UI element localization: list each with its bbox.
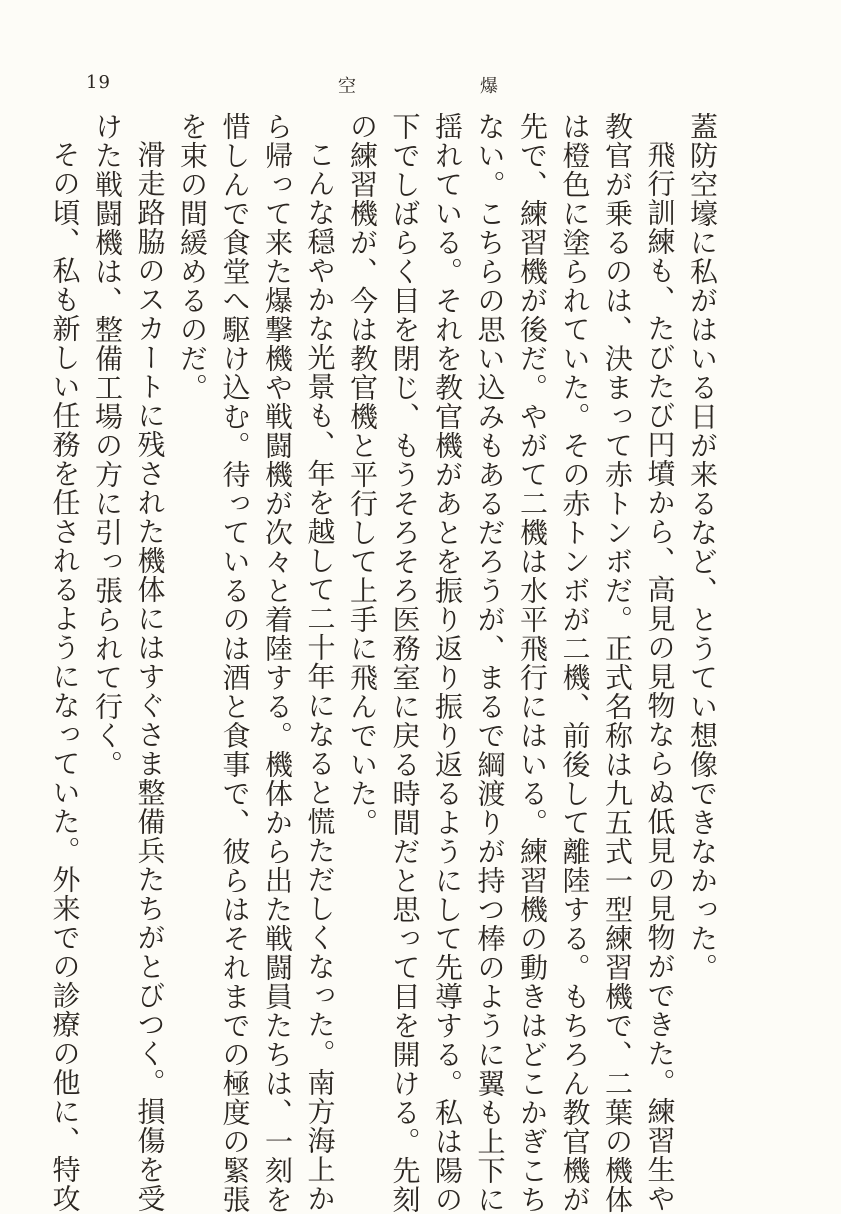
text-line: の練習機が、今は教官機と平行して上手に飛んでいた。 xyxy=(346,112,379,837)
text-line: 先で、練習機が後だ。やがて二機は水平飛行にはいる。練習機の動きはどこかぎこち xyxy=(516,112,549,1214)
text-line: 滑走路脇のスカートに残された機体にはすぐさま整備兵たちがとびつく。損傷を受 xyxy=(133,140,167,1213)
text-line: ら帰って来た爆撃機や戦闘機が次々と着陸する。機体から出た戦闘員たちは、一刻を xyxy=(261,112,294,1214)
text-line: を束の間緩めるのだ。 xyxy=(176,112,209,402)
running-title xyxy=(338,72,498,98)
running-title-right: 爆 xyxy=(480,76,498,97)
text-line: その頃、私も新しい任務を任されるようになっていた。外来での診療の他に、特攻 xyxy=(48,140,82,1213)
text-line: 揺れている。それを教官機があとを振り返り振り返るようにして先導する。私は陽の xyxy=(431,112,464,1214)
text-line: 蓋防空壕に私がはいる日が来るなど、とうてい想像できなかった。 xyxy=(686,112,719,982)
page-number: 19 xyxy=(86,72,111,93)
text-line: けた戦闘機は、整備工場の方に引っ張られて行く。 xyxy=(91,112,124,779)
text-line: は橙色に塗られていた。その赤トンボが二機、前後して離陸する。もちろん教官機が xyxy=(558,112,592,1214)
text-line: 教官が乗るのは、決まって赤トンボだ。正式名称は九五式一型練習機で、二葉の機体 xyxy=(601,112,634,1214)
text-line: 飛行訓練も、たびたび円墳から、高見の見物ならぬ低見の見物ができた。練習生や xyxy=(643,140,677,1213)
text-line: 惜しんで食堂へ駆け込む。待っているのは酒と食事で、彼らはそれまでの極度の緊張 xyxy=(218,112,252,1214)
vertical-body-text xyxy=(43,112,723,1214)
running-title-left: 空 xyxy=(338,76,356,97)
text-line: 下でしばらく目を閉じ、もうそろそろ医務室に戻る時間だと思って目を開ける。先刻 xyxy=(388,112,422,1214)
text-line: ない。こちらの思い込みもあるだろうが、まるで綱渡りが持つ棒のように翼も上下に xyxy=(473,112,507,1214)
text-line: こんな穏やかな光景も、年を越して二十年になると慌ただしくなった。南方海上か xyxy=(303,140,337,1213)
